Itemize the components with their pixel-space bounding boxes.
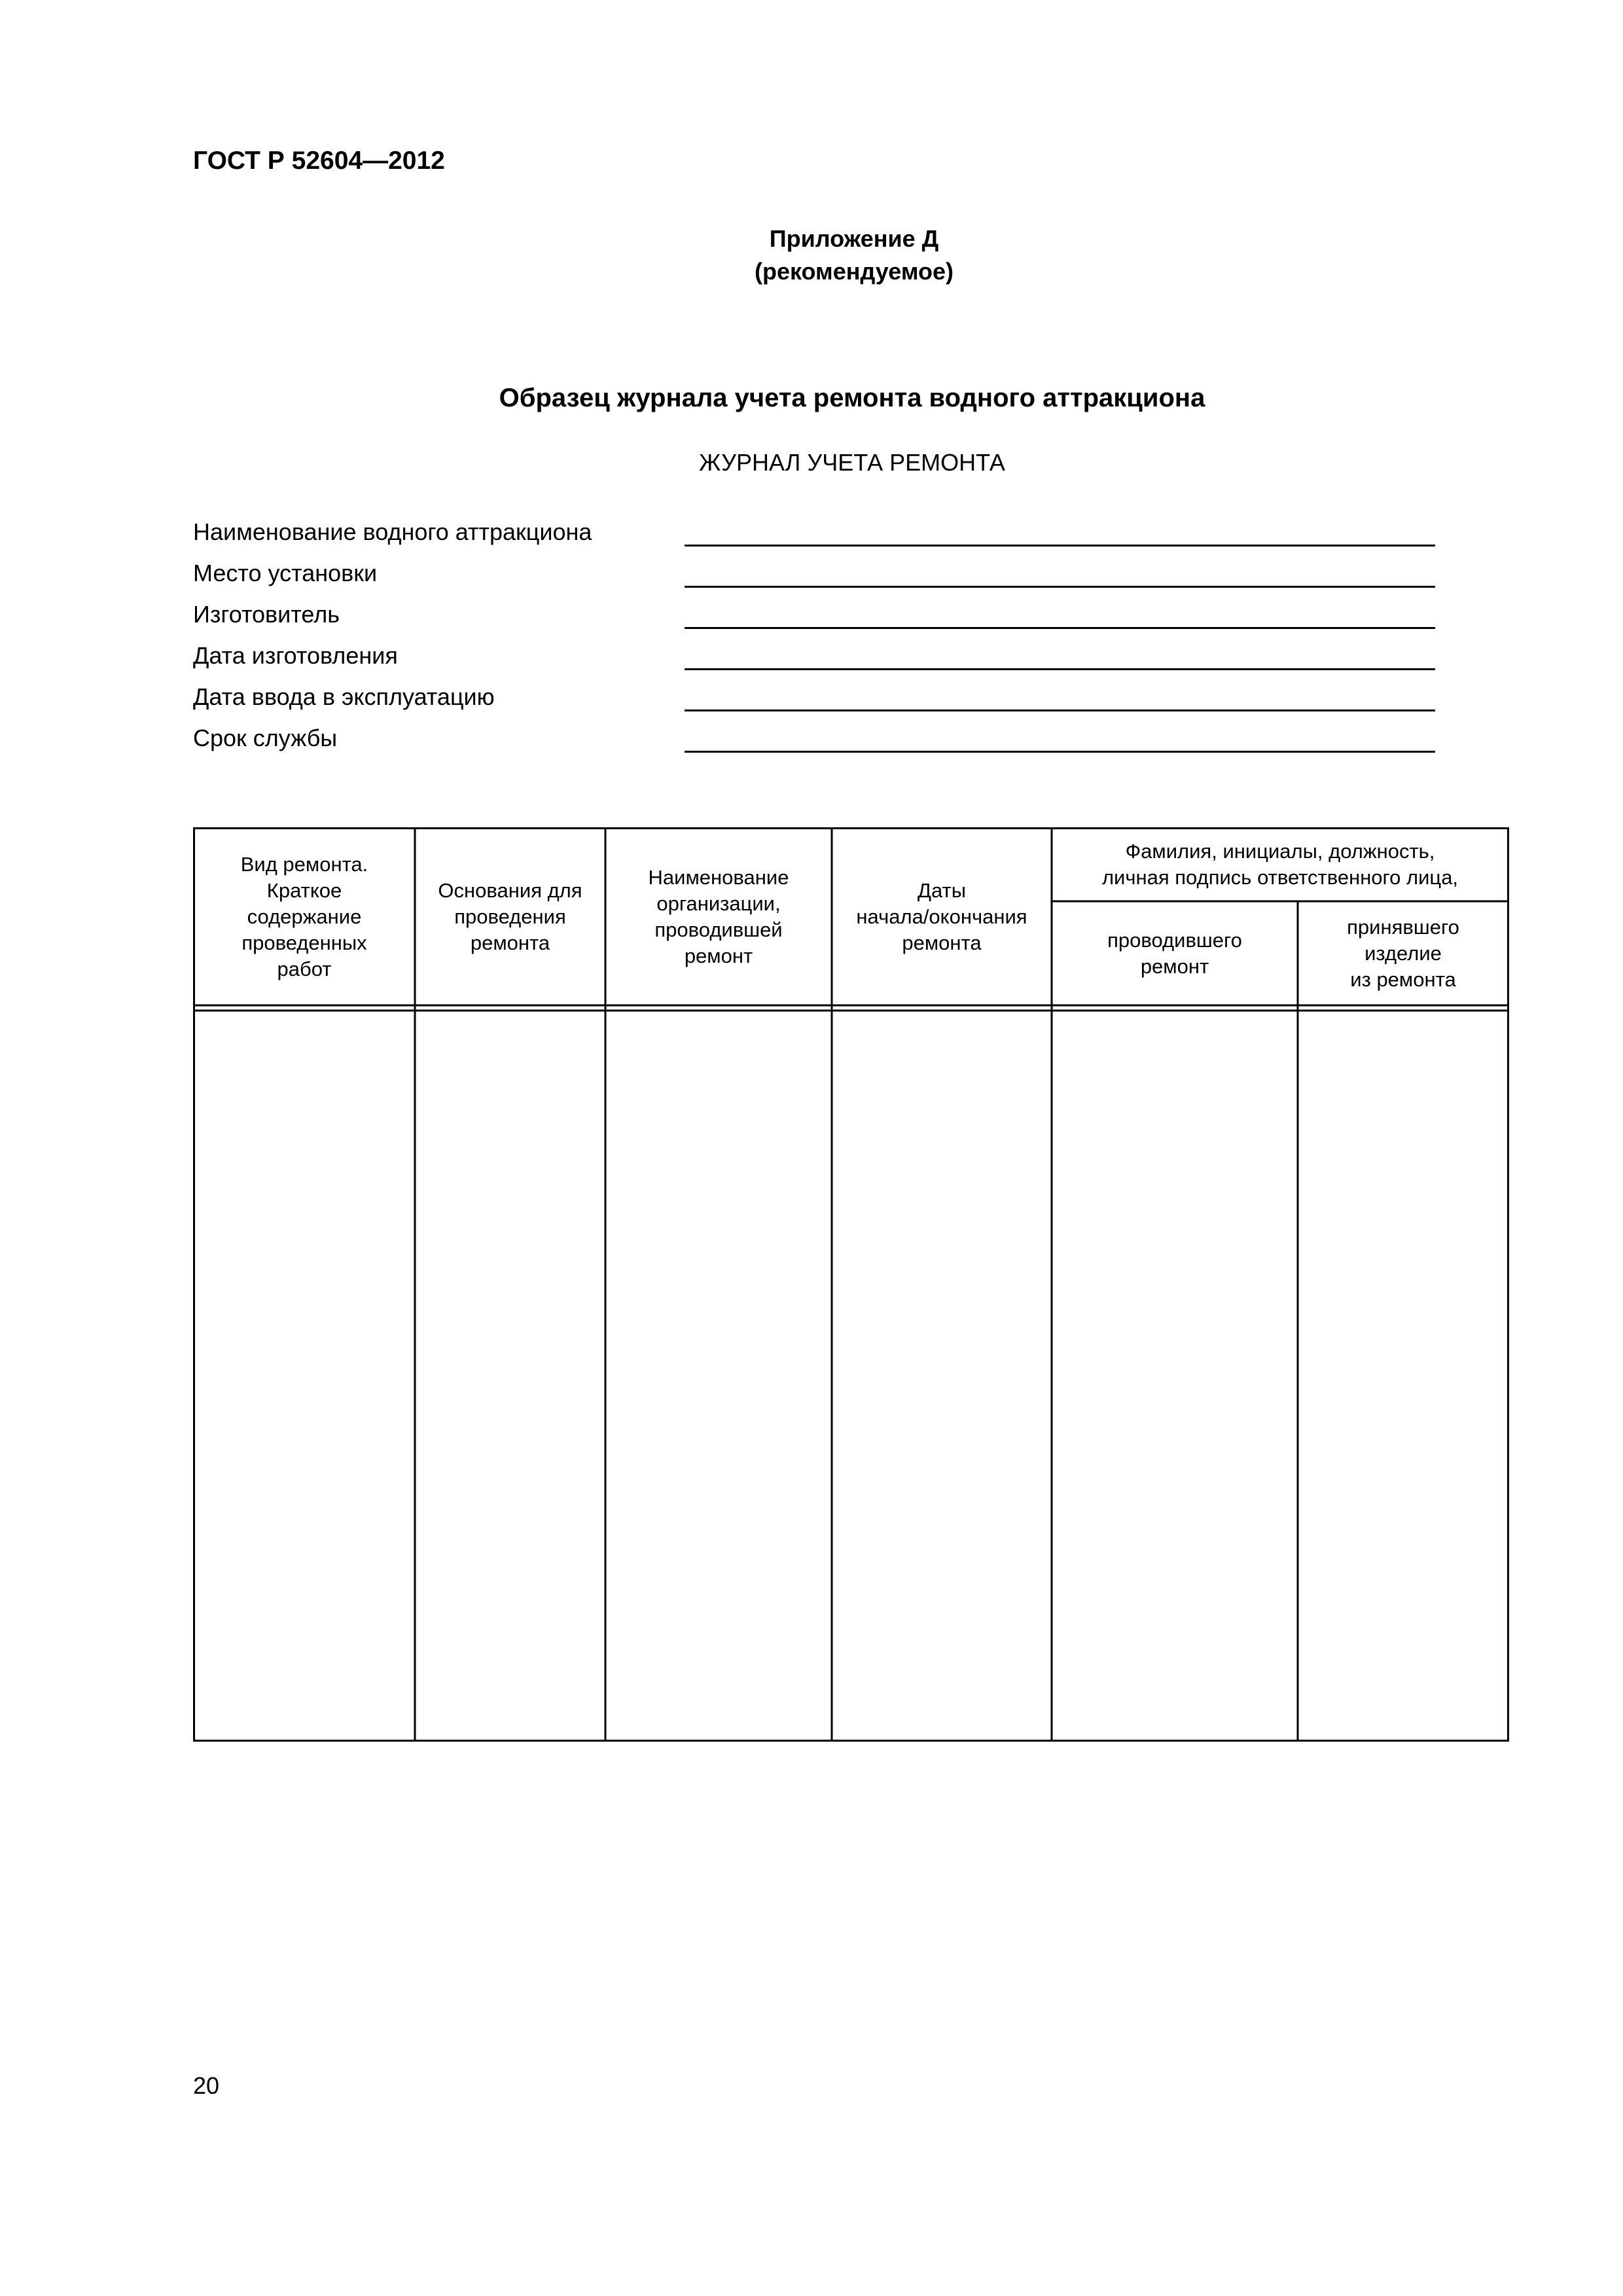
appendix-status: (рекомендуемое) <box>755 258 954 285</box>
document-code: ГОСТ Р 52604—2012 <box>193 147 445 175</box>
column-header-organization: Наименование организации, проводившей ремонт <box>648 865 789 967</box>
field-label-manufacturer: Изготовитель <box>193 601 340 628</box>
field-line-manufacture-date[interactable] <box>685 668 1435 670</box>
repair-log-table <box>193 827 1509 1742</box>
table-body-empty[interactable] <box>195 1013 1507 1740</box>
field-line-commissioning-date[interactable] <box>685 709 1435 711</box>
field-label-service-life: Срок службы <box>193 725 338 751</box>
column-header-accepted-item: принявшего изделие из ремонта <box>1347 915 1459 991</box>
form-title: Образец журнала учета ремонта водного аттракциона <box>499 384 1205 412</box>
column-header-repair-grounds: Основания для проведения ремонта <box>438 878 582 954</box>
field-label-installation-place: Место установки <box>193 560 378 586</box>
field-label-commissioning-date: Дата ввода в эксплуатацию <box>193 683 495 710</box>
field-line-installation-place[interactable] <box>685 586 1435 588</box>
column-group-header-responsible-person: Фамилия, инициалы, должность, личная подпись ответственного лица, <box>1101 840 1459 889</box>
column-header-repair-type: Вид ремонта. Краткое содержание проведенных работ <box>240 852 368 980</box>
column-header-performed-repair: проводившего ремонт <box>1107 928 1242 978</box>
journal-heading: ЖУРНАЛ УЧЕТА РЕМОНТА <box>699 449 1005 476</box>
field-line-service-life[interactable] <box>685 751 1435 753</box>
column-header-dates: Даты начала/окончания ремонта <box>856 878 1027 954</box>
field-label-manufacture-date: Дата изготовления <box>193 642 398 669</box>
field-line-attraction-name[interactable] <box>685 545 1435 547</box>
page-number: 20 <box>193 2072 220 2099</box>
appendix-title: Приложение Д <box>769 225 939 252</box>
field-label-attraction-name: Наименование водного аттракциона <box>193 518 592 545</box>
field-line-manufacturer[interactable] <box>685 627 1435 629</box>
